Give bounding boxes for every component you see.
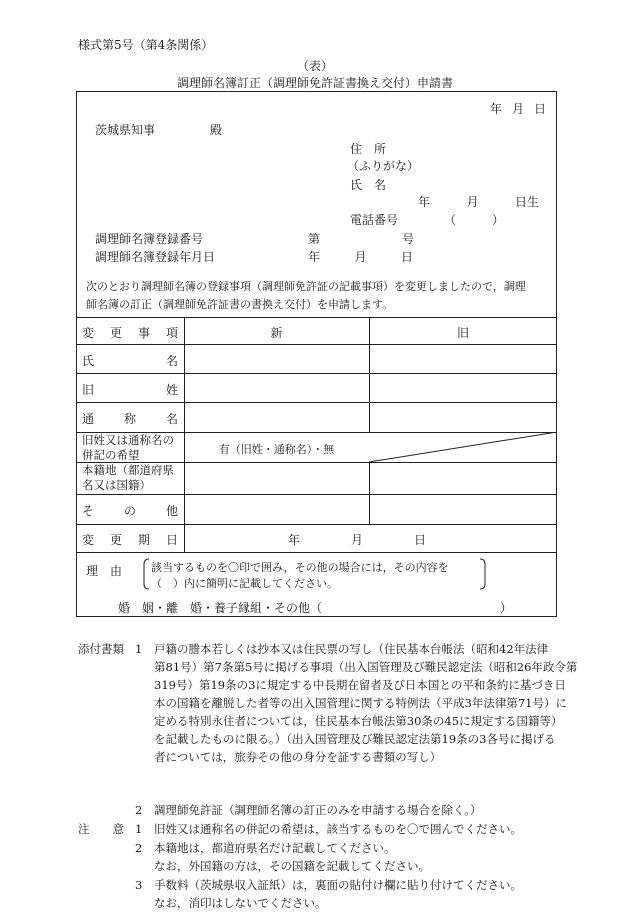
row-rule — [76, 344, 557, 345]
reason-note-line-2: （ ）内に簡明に記載してください。 — [151, 577, 338, 590]
addressee: 茨城県知事 — [95, 123, 156, 137]
registration-date[interactable]: 年 月 日 — [308, 250, 413, 264]
row-label-maiden-name: 旧 姓 — [82, 383, 178, 397]
applicant-name-label: 氏 名 — [350, 178, 387, 192]
attachment-2-number: 2 — [135, 803, 143, 817]
left-bracket-icon — [142, 558, 150, 590]
notes-label: 注 意 — [78, 822, 124, 836]
page-title: 調理師名簿訂正（調理師免許証書換え交付）申請書 — [176, 76, 453, 90]
change-date-field[interactable]: 年 月 日 — [288, 533, 426, 547]
column-rule — [184, 317, 185, 552]
reason-close-paren: ） — [500, 601, 513, 615]
note-3-text-line-1: 手数料（茨城県収入証紙）は，裏面の貼付け欄に貼り付けてください。 — [154, 878, 522, 892]
column-header-new: 新 — [270, 326, 283, 340]
note-2-text-line-2: なお，外国籍の方は，その国籍を記載してください。 — [154, 859, 430, 873]
furigana-label: （ふりがな） — [347, 159, 420, 173]
right-bracket-icon — [479, 558, 487, 590]
statement-line-1: 次のとおり調理師名簿の登録事項（調理師免許証の記載事項）を変更しましたので，調理 — [86, 280, 526, 293]
application-date[interactable]: 年 月 日 — [490, 102, 546, 116]
not-applicable-diagonal — [369, 432, 557, 462]
attachment-2-text: 調理師免許証（調理師名簿の訂正のみを申請する場合を除く。） — [154, 803, 482, 817]
address-label: 住 所 — [350, 142, 387, 156]
attachments-label: 添付書類 — [78, 642, 124, 656]
note-3-text-line-2: なお，消印はしないでください。 — [154, 896, 327, 910]
row-label-domicile: 本籍地（都道府県 名又は国籍） — [82, 463, 174, 492]
table-top-rule — [76, 317, 557, 318]
column-header-old: 旧 — [456, 326, 469, 340]
row-rule — [76, 524, 557, 525]
registration-number-prefix: 第 — [308, 232, 321, 246]
attachment-1-number: 1 — [135, 642, 143, 656]
registration-number-label: 調理師名簿登録番号 — [95, 232, 204, 246]
registration-date-label: 調理師名簿登録年月日 — [95, 250, 216, 264]
column-rule — [369, 462, 370, 524]
form-number: 様式第5号（第4条関係） — [78, 38, 214, 52]
reason-options[interactable]: 婚 姻・離 婚・養子縁組・その他（ — [118, 601, 323, 615]
combined-preference-choice[interactable]: 有（旧姓・通称名）・無 — [218, 443, 335, 456]
row-label-name: 氏 名 — [82, 354, 178, 368]
birth-date[interactable]: 年 月 日生 — [418, 195, 539, 209]
reason-note-line-1: 該当するものを〇印で囲み，その他の場合には，その内容を — [151, 561, 449, 574]
row-rule — [76, 373, 557, 374]
registration-number-suffix: 号 — [402, 232, 415, 246]
form-side: （表） — [296, 59, 333, 73]
statement-line-2: 師名簿の訂正（調理師免許証書の書換え交付）を申請します。 — [86, 298, 394, 311]
column-header-item: 変 更 事 項 — [82, 326, 178, 340]
row-label-alias: 通 称 名 — [82, 412, 178, 426]
row-label-combined-preference: 旧姓又は通称名の 併記の希望 — [82, 433, 174, 462]
phone-label: 電話番号 — [350, 213, 399, 227]
note-1-number: 1 — [135, 822, 143, 836]
row-rule — [76, 494, 557, 495]
row-label-change-date: 変 更 期 日 — [82, 533, 178, 547]
attachment-1-text: 戸籍の謄本若しくは抄本又は住民票の写し（住民基本台帳法（昭和42年法律 第81号）第7条第5号に掲げる事項（出入国管理及び難民認定法（昭和26年政令第 319号）第19条の3に規定する中長期在留者及び日本国との平和条約に基づき日 本の国籍を離脱した者等の出入国管理に関する特例法（平成3年法律第71号）に 定める特別永住者については，住民基本台帳法第30条の45に規定する国籍等） を記載したものに限る。）（出入国管理及び難民認定法第19条の3各号に掲げる 者については，旅券その他の身分を証する書類の写し） — [154, 642, 578, 764]
row-label-other: そ の 他 — [82, 504, 178, 518]
row-rule — [76, 402, 557, 403]
reason-label: 理 由 — [86, 564, 123, 578]
note-3-number: 3 — [135, 878, 143, 892]
phone-field[interactable]: （ ） — [444, 213, 505, 227]
row-rule — [76, 552, 557, 553]
honorific: 殿 — [210, 123, 223, 137]
note-2-text-line-1: 本籍地は，都道府県名だけ記載してください。 — [154, 841, 396, 855]
note-1-text: 旧姓又は通称名の併記の希望は，該当するものを〇で囲んでください。 — [154, 822, 522, 836]
note-2-number: 2 — [135, 841, 143, 855]
